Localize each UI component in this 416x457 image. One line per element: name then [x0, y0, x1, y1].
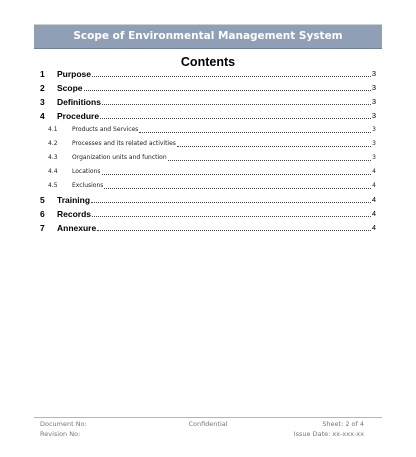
toc-entry-page: 4 [371, 223, 376, 232]
toc-entry-label: Definitions [57, 97, 101, 107]
toc-entry-records[interactable] [40, 208, 376, 220]
toc-dot-leader [100, 118, 371, 119]
toc-entry-label: Exclusions [72, 182, 104, 189]
toc-entry-number: 5 [40, 195, 45, 205]
toc-entry-page: 3 [371, 69, 376, 78]
toc-entry-number: 4.1 [48, 126, 58, 133]
toc-entry-number: 4.4 [48, 168, 58, 175]
document-title: Scope of Environmental Management System [73, 30, 343, 42]
toc-dot-leader [168, 160, 372, 161]
toc-entry-definitions[interactable] [40, 96, 376, 108]
toc-dot-leader [104, 188, 371, 189]
toc-entry-number: 7 [40, 223, 45, 233]
document-title-banner [34, 24, 382, 49]
toc-entry-page: 3 [372, 140, 376, 147]
toc-entry-number: 4.5 [48, 182, 58, 189]
toc-entry-label: Training [57, 195, 91, 205]
toc-entry-annexure[interactable] [40, 222, 376, 234]
toc-entry-training[interactable] [40, 194, 376, 206]
footer-document-no: Document No: [40, 420, 87, 428]
toc-dot-leader [102, 174, 372, 175]
toc-entry-label: Procedure [57, 111, 100, 121]
toc-entry-page: 3 [372, 126, 376, 133]
toc-entry-page: 3 [371, 97, 376, 106]
toc-entry-label: Processes and its related activities [72, 140, 176, 147]
toc-entry-page: 4 [372, 182, 376, 189]
toc-entry-label: Organization units and function [72, 154, 167, 161]
toc-entry-procedure[interactable] [40, 110, 376, 122]
toc-entry-page: 4 [372, 168, 376, 175]
toc-dot-leader [97, 230, 371, 231]
footer-sheet-number: Sheet: 2 of 4 [322, 420, 364, 428]
toc-entry-products-and-services[interactable] [48, 124, 376, 136]
toc-dot-leader [92, 216, 371, 217]
toc-entry-label: Annexure [57, 223, 97, 233]
toc-entry-page: 3 [372, 154, 376, 161]
toc-entry-number: 3 [40, 97, 45, 107]
toc-dot-leader [177, 146, 371, 147]
toc-entry-page: 3 [371, 83, 376, 92]
toc-entry-page: 4 [371, 209, 376, 218]
toc-entry-processes[interactable] [48, 138, 376, 150]
toc-entry-label: Scope [57, 83, 83, 93]
toc-entry-label: Products and Services [72, 126, 139, 133]
toc-entry-number: 6 [40, 209, 45, 219]
toc-entry-number: 1 [40, 69, 45, 79]
toc-entry-scope[interactable] [40, 82, 376, 94]
toc-dot-leader [102, 104, 371, 105]
toc-dot-leader [84, 90, 371, 91]
toc-dot-leader [139, 132, 371, 133]
footer-revision-no: Revision No: [40, 430, 81, 438]
toc-entry-page: 4 [371, 195, 376, 204]
toc-entry-number: 2 [40, 83, 45, 93]
toc-entry-number: 4.3 [48, 154, 58, 161]
toc-entry-number: 4 [40, 111, 45, 121]
toc-entry-page: 3 [371, 111, 376, 120]
toc-entry-exclusions[interactable] [48, 180, 376, 192]
toc-entry-purpose[interactable] [40, 68, 376, 80]
toc-entry-organization-units[interactable] [48, 152, 376, 164]
toc-entry-label: Purpose [57, 69, 92, 79]
toc-dot-leader [91, 202, 371, 203]
toc-entry-label: Locations [72, 168, 101, 175]
footer-issue-date: Issue Date: xx-xxx-xx [293, 430, 364, 438]
toc-entry-number: 4.2 [48, 140, 58, 147]
footer-divider [34, 417, 382, 418]
toc-entry-locations[interactable] [48, 166, 376, 178]
contents-heading: Contents [180, 55, 236, 69]
toc-dot-leader [92, 76, 371, 77]
footer-classification: Confidential [188, 420, 228, 428]
toc-entry-label: Records [57, 209, 92, 219]
